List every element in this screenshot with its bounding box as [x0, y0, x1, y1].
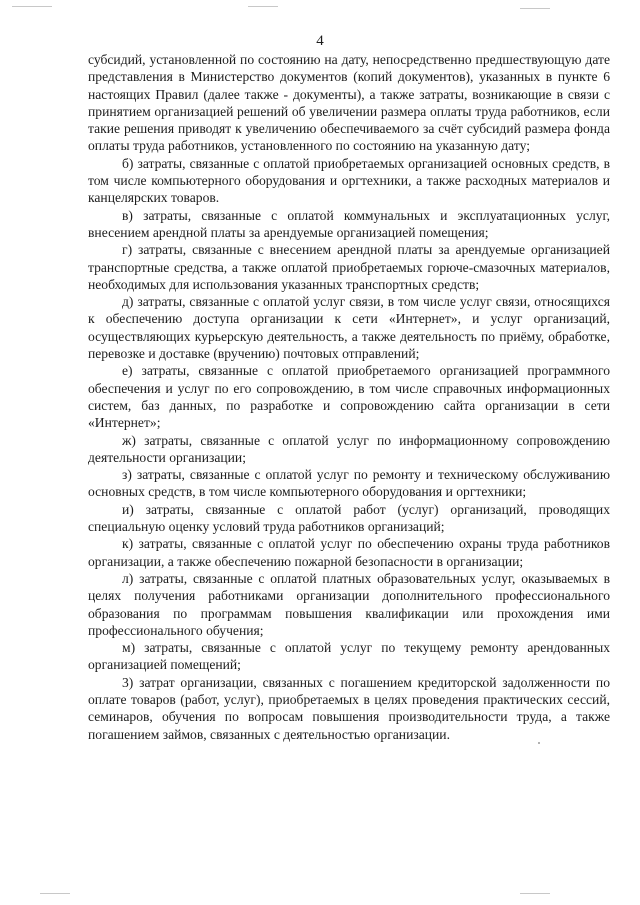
paragraph-item-k: к) затраты, связанные с оплатой услуг по обеспечению охраны труда работников организации, а также обеспечению пожарной безопасности в организации;: [88, 536, 610, 569]
paragraph-item-i: и) затраты, связанные с оплатой работ (услуг) организаций, проводящих специальную оценку условий труда работников организаций;: [88, 501, 610, 535]
paragraph-item-g: г) затраты, связанные с внесением арендной платы за арендуемые организацией транспортные средства, а также оплатой приобретаемых горюче-смазочных материалов, необходимых для использования указанных транспортных средств;: [88, 242, 610, 292]
scan-edge-mark-bottom-right: [520, 893, 550, 894]
scan-edge-mark-bottom-left: [40, 893, 70, 894]
paragraph-item-z: з) затраты, связанные с оплатой услуг по ремонту и техническому обслуживанию основных средств, в том числе компьютерного оборудования и оргтехники;: [88, 467, 610, 500]
paragraph-item-3: 3) затрат организации, связанных с погашением кредиторской задолженности по оплате товаров (работ, услуг), приобретаемых в целях проведения практических сессий, семинаров, обучения по вопросам повышения производительности труда, а также погашением займов, связанных с деятельностью организации.: [88, 674, 610, 742]
paragraph-item-v: в) затраты, связанные с оплатой коммунальных и эксплуатационных услуг, внесением арендной платы за арендуемые организацией помещения;: [88, 207, 610, 240]
scan-edge-mark-top-right: [520, 8, 550, 9]
paragraph-item-b: б) затраты, связанные с оплатой приобретаемых организацией основных средств, в том числе компьютерного оборудования и оргтехники, а также расходных материалов и канцелярских товаров.: [88, 155, 610, 206]
scan-edge-mark-top-center: [248, 6, 278, 7]
paragraph-item-l: л) затраты, связанные с оплатой платных образовательных услуг, оказываемых в целях получения работниками организации дополнительного профессионального образования по программам повышения квалификации или прохождения ими профессионального обучения;: [88, 570, 610, 638]
page-number: 4: [316, 33, 324, 49]
document-body: [88, 51, 610, 743]
scan-edge-mark-top-left: [12, 6, 52, 7]
paragraph-item-d: д) затраты, связанные с оплатой услуг связи, в том числе услуг связи, относящихся к обеспечению доступа организации к сети «Интернет», и услуг организаций, осуществляющих курьерскую деятельность, а также деятельность по приёму, обработке, перевозке и доставке (вручению) почтовых отправлений;: [88, 294, 610, 362]
paragraph-item-m: м) затраты, связанные с оплатой услуг по текущему ремонту арендованных организацией помещений;: [88, 640, 610, 673]
paragraph-continuation: субсидий, установленной по состоянию на дату, непосредственно предшествующую дате представления в Министерство документов (копий документов), указанных в пункте 6 настоящих Правил (далее также - документы), а также затраты, возникающие в связи с принятием организацией решений об увеличении размера оплаты труда работников, если такие решения приводят к увеличению обеспечиваемого за счёт субсидий размера фонда оплаты труда работников, установленного по состоянию на указанную дату;: [88, 52, 610, 154]
paragraph-item-zh: ж) затраты, связанные с оплатой услуг по информационному сопровождению деятельности организации;: [88, 432, 610, 465]
paragraph-item-e: е) затраты, связанные с оплатой приобретаемого организацией программного обеспечения и услуг по его сопровождению, в том числе справочных информационных систем, баз данных, по разработке и сопровождению сайта организации в сети «Интернет»;: [88, 363, 610, 431]
